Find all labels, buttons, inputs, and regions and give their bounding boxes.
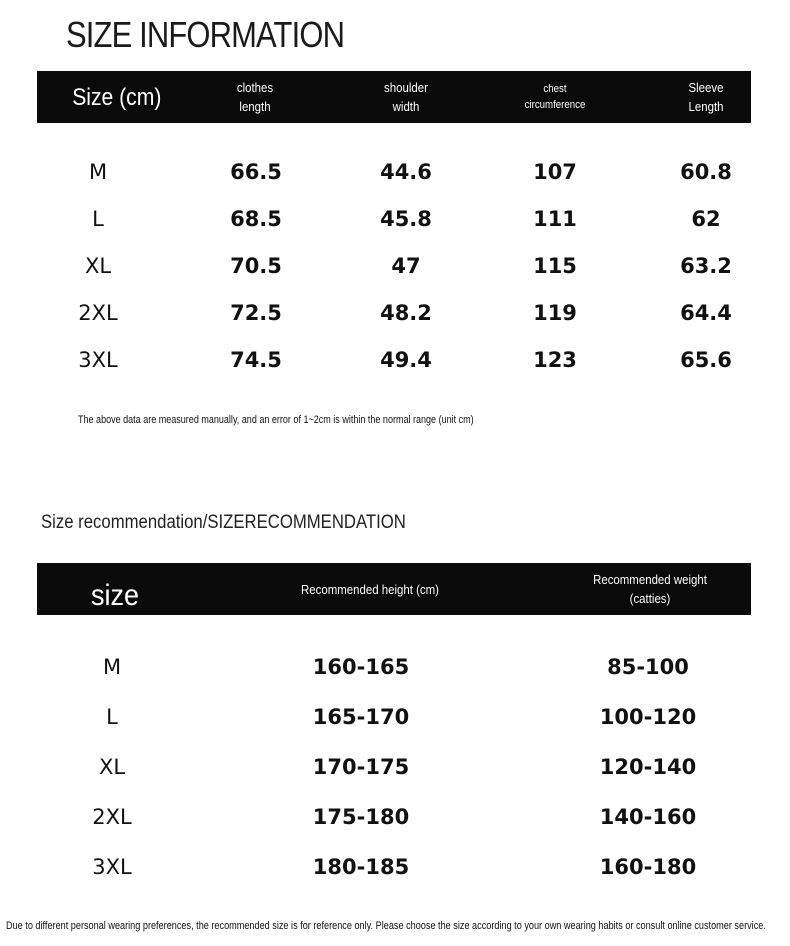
value-cell: 68.5 xyxy=(230,207,282,231)
recommendation-title: Size recommendation/SIZERECOMMENDATION xyxy=(41,512,406,533)
footer-disclaimer: Due to different personal wearing preferences, the recommended size is for reference only. Please choose the size according to your own wearing habits or consult online customer service. xyxy=(6,920,766,932)
height-cell: 175-180 xyxy=(312,805,410,829)
height-cell: 180-185 xyxy=(312,855,410,879)
value-cell: 119 xyxy=(533,301,577,325)
size-cell: 3XL xyxy=(92,855,132,879)
value-cell: 62 xyxy=(691,207,721,231)
header-chest xyxy=(502,71,608,123)
header-line: Recommended weight xyxy=(593,572,707,587)
page-title: SIZE INFORMATION xyxy=(66,14,345,55)
header-line: Sleeve xyxy=(688,80,724,95)
recommendation-table-header xyxy=(37,563,751,615)
height-cell: 170-175 xyxy=(312,755,410,779)
size-table-header xyxy=(37,71,751,123)
header-line: chest xyxy=(543,83,567,95)
value-cell: 72.5 xyxy=(230,301,282,325)
value-cell: 44.6 xyxy=(380,160,432,184)
height-cell: 160-165 xyxy=(312,655,410,679)
weight-cell: 100-120 xyxy=(599,705,697,729)
value-cell: 60.8 xyxy=(680,160,732,184)
size-cell: 3XL xyxy=(78,348,118,372)
value-cell: 123 xyxy=(533,348,577,372)
header-size xyxy=(61,569,169,621)
measurement-note: The above data are measured manually, and an error of 1~2cm is within the normal range (unit cm) xyxy=(78,414,474,426)
value-cell: 49.4 xyxy=(380,348,432,372)
value-cell: 47 xyxy=(391,254,421,278)
weight-cell: 140-160 xyxy=(599,805,697,829)
weight-cell: 160-180 xyxy=(599,855,697,879)
size-cell: L xyxy=(92,207,104,231)
value-cell: 65.6 xyxy=(680,348,732,372)
header-line: Length xyxy=(688,99,724,114)
size-cell: XL xyxy=(84,254,112,278)
header-line: length xyxy=(239,99,271,114)
height-cell: 165-170 xyxy=(312,705,410,729)
size-cell: 2XL xyxy=(78,301,118,325)
header-line: circumference xyxy=(524,99,586,111)
value-cell: 70.5 xyxy=(230,254,282,278)
value-cell: 63.2 xyxy=(680,254,732,278)
header-size-label: Size (cm) xyxy=(72,83,162,111)
weight-cell: 85-100 xyxy=(607,655,689,679)
header-height xyxy=(282,563,458,615)
header-line: clothes xyxy=(236,80,274,95)
header-line: Recommended height (cm) xyxy=(301,581,439,597)
size-cell: XL xyxy=(98,755,126,779)
header-size xyxy=(72,71,178,123)
header-weight xyxy=(562,563,738,615)
weight-cell: 120-140 xyxy=(599,755,697,779)
header-clothes-length xyxy=(202,71,308,123)
header-line: width xyxy=(392,99,420,114)
header-line: shoulder xyxy=(384,80,428,95)
header-size-label: size xyxy=(90,578,140,612)
value-cell: 48.2 xyxy=(380,301,432,325)
header-sleeve-length xyxy=(653,71,759,123)
value-cell: 115 xyxy=(533,254,577,278)
value-cell: 107 xyxy=(533,160,577,184)
size-cell: M xyxy=(88,160,108,184)
value-cell: 74.5 xyxy=(230,348,282,372)
value-cell: 111 xyxy=(533,207,577,231)
size-cell: M xyxy=(102,655,122,679)
header-line: (catties) xyxy=(629,591,671,606)
value-cell: 45.8 xyxy=(380,207,432,231)
value-cell: 64.4 xyxy=(680,301,732,325)
size-cell: 2XL xyxy=(92,805,132,829)
header-shoulder-width xyxy=(353,71,459,123)
size-cell: L xyxy=(106,705,118,729)
value-cell: 66.5 xyxy=(230,160,282,184)
